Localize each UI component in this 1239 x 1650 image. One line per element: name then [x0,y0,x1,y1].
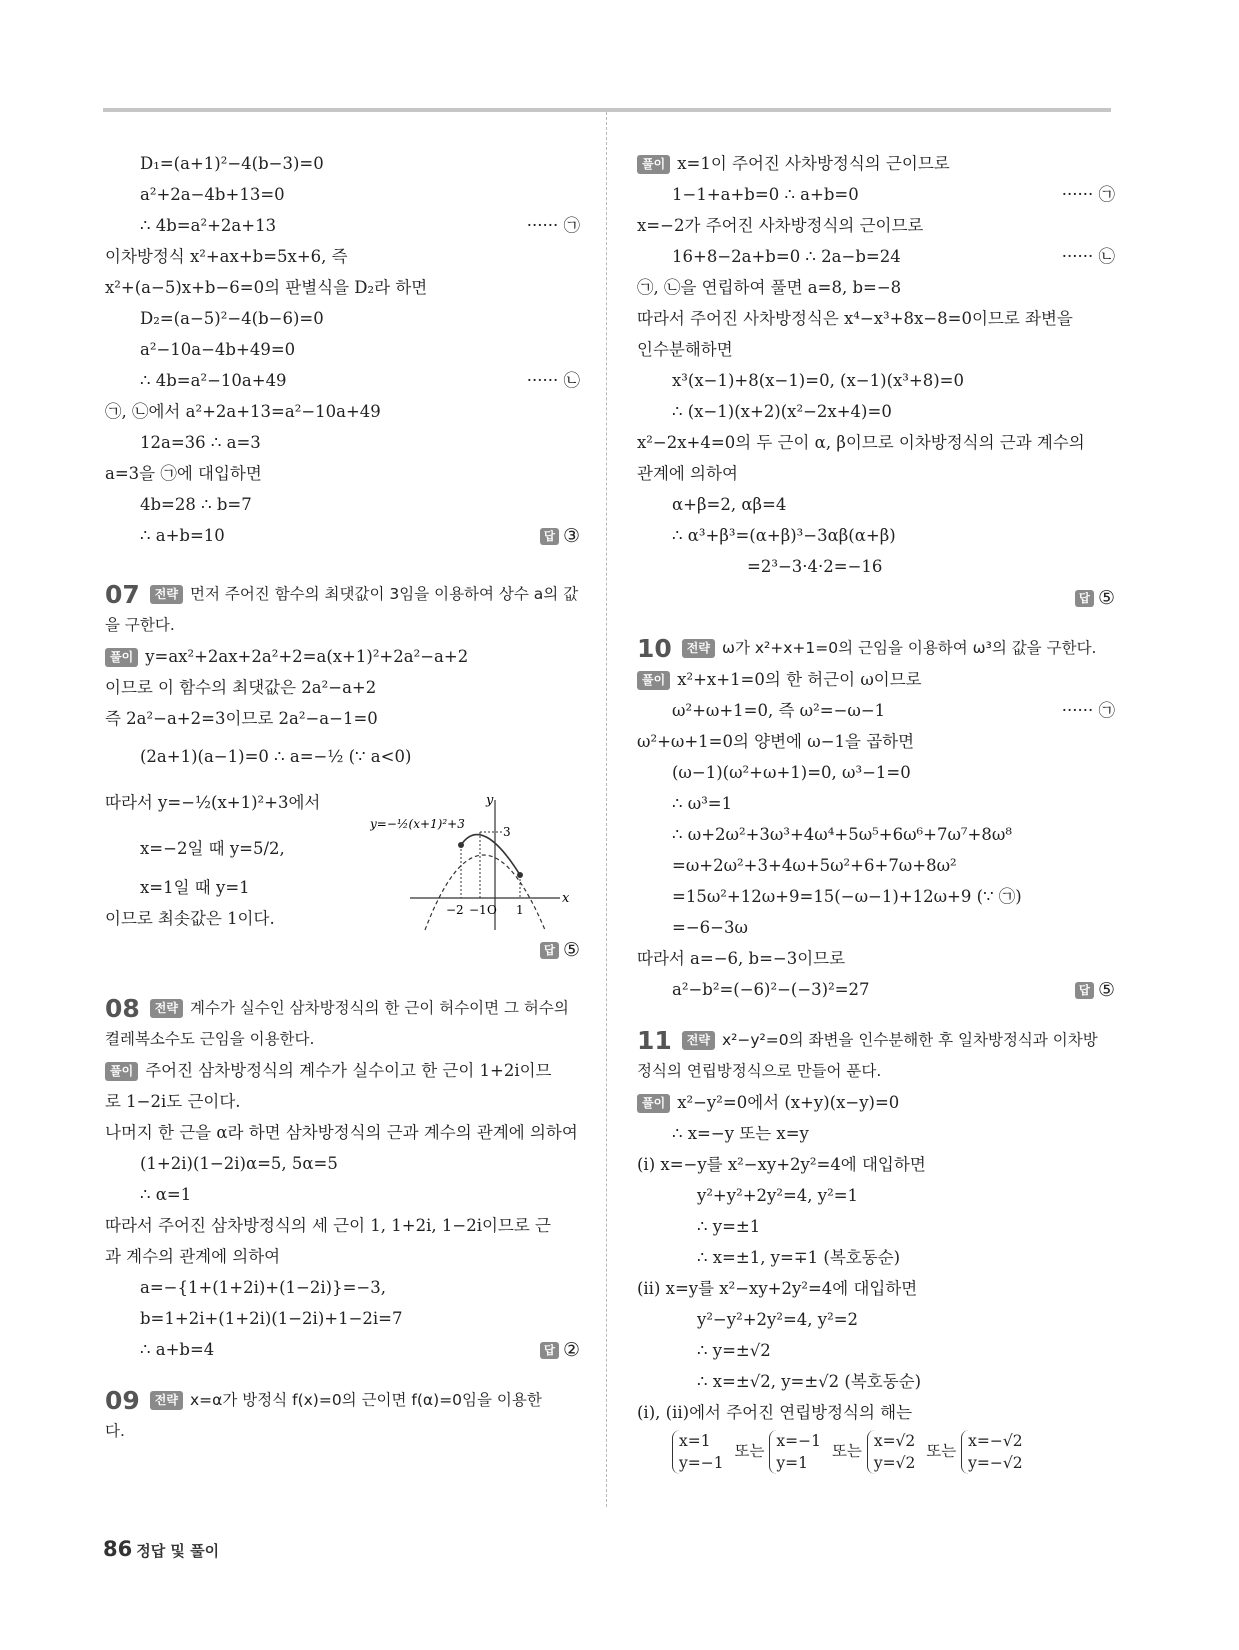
solution-line: 로 1−2i도 근이다. [105,1092,241,1111]
right-column [637,148,1115,1474]
solution-line: x²+(a−5)x+b−6=0의 판별식을 D₂라 하면 [105,278,428,297]
solution-line: 4b=28 ∴ b=7 [140,495,252,514]
tick-label: −2 [446,903,464,917]
solution-line: 풀이 x²−y²=0에서 (x+y)(x−y)=0 [637,1087,1115,1118]
solution-label: 풀이 [637,155,670,174]
strategy-line: 다. [105,1422,125,1440]
solution-line: x=−2일 때 y=5/2, [140,839,285,858]
answer-q07: 답 ⑤ [540,934,580,966]
origin-label: O [487,903,497,917]
strategy-label: 전략 [150,585,183,604]
page-number: 86 [103,1537,133,1561]
solution-line: 16+8−2a+b=0 ∴ 2a−b=24 ······ ㉡ [637,241,1115,272]
solution-line: 따라서 y=−½(x+1)²+3에서 [105,793,321,812]
solution-line: ㉠, ㉡을 연립하여 풀면 a=8, b=−8 [637,278,902,297]
answer-q10: 답 ⑤ [1075,974,1115,1006]
solution-line: x=1일 때 y=1 [140,878,250,897]
solution-line: y²+y²+2y²=4, y²=1 [697,1186,859,1205]
question-number: 09 [105,1386,140,1415]
question-08-strategy: 08 전략 계수가 실수인 삼차방정식의 한 근이 허수이면 그 허수의 [105,994,569,1023]
solution-label: 풀이 [637,671,670,690]
parabola-graph [370,790,580,935]
footer-title: 정답 및 풀이 [136,1542,220,1560]
solution-line: (2a+1)(a−1)=0 ∴ a=−½ (∵ a<0) [140,747,412,766]
equation-tag: ······ ㉠ [526,216,580,235]
solution-line: =2³−3·4·2=−16 [747,557,883,576]
solution-line: 따라서 a=−6, b=−3이므로 [637,949,846,968]
solution-line: x²−2x+4=0의 두 근이 α, β이므로 이차방정식의 근과 계수의 [637,433,1085,452]
solution-line: 1−1+a+b=0 ∴ a+b=0 ······ ㉠ [637,179,1115,210]
solution-line: =−6−3ω [672,918,748,937]
strategy-label: 전략 [682,1031,715,1050]
solution-line: a=3을 ㉠에 대입하면 [105,464,262,483]
answer-q09: 답 ⑤ [1075,582,1115,614]
strategy-line: 을 구한다. [105,616,175,634]
solution-line: y²−y²+2y²=4, y²=2 [697,1310,859,1329]
or-word: 또는 [831,1442,862,1460]
question-11-strategy: 11 전략 x²−y²=0의 좌변을 인수분해한 후 일차방정식과 이차방 [637,1026,1098,1055]
solution-line: ∴ ω+2ω²+3ω³+4ω⁴+5ω⁵+6ω⁶+7ω⁷+8ω⁸ [672,825,1012,844]
question-07-strategy: 07 전략 먼저 주어진 함수의 최댓값이 3임을 이용하여 상수 a의 값 [105,580,579,609]
solution-line: 풀이 y=ax²+2ax+2a²+2=a(x+1)²+2a²−a+2 [105,641,580,672]
solution-line: ∴ (x−1)(x+2)(x²−2x+4)=0 [672,402,892,421]
solution-line: 풀이 x=1이 주어진 사차방정식의 근이므로 [637,148,1115,179]
solution-line: a=−{1+(1+2i)+(1−2i)}=−3, [140,1278,386,1297]
equation-tag: ······ ㉡ [526,371,580,390]
solution-line: b=1+2i+(1+2i)(1−2i)+1−2i=7 [140,1309,403,1328]
solution-line: α+β=2, αβ=4 [672,495,787,514]
solution-system: x=−1 y=1 [769,1430,821,1474]
question-number: 08 [105,994,140,1023]
solution-line: ㉠, ㉡에서 a²+2a+13=a²−10a+49 [105,402,381,421]
question-09-strategy: 09 전략 x=α가 방정식 f(x)=0의 근이면 f(α)=0임을 이용한 [105,1386,542,1415]
solution-line: 12a=36 ∴ a=3 [140,433,261,452]
max-label: 3 [503,825,511,839]
solution-line: 풀이 x²+x+1=0의 한 허근이 ω이므로 [637,664,1115,695]
solution-line: ∴ x=±1, y=∓1 (복호동순) [697,1248,901,1267]
y-axis-label: y [486,793,494,808]
solution-line: 풀이 주어진 삼차방정식의 계수가 실수이고 한 근이 1+2i이므 [105,1055,580,1086]
solution-line: ∴ 4b=a²−10a+49 ······ ㉡ [105,365,580,396]
solution-line: ∴ a+b=10 답 ③ [105,520,580,551]
parabola-segment [461,835,520,875]
solution-line: 즉 2a²−a+2=3이므로 2a²−a−1=0 [105,709,378,728]
solution-label: 풀이 [105,1062,138,1081]
question-number: 07 [105,580,140,609]
solution-line: (ⅱ) x=y를 x²−xy+2y²=4에 대입하면 [637,1279,918,1298]
solution-label: 풀이 [105,648,138,667]
solution-system: x=1 y=−1 [672,1430,724,1474]
strategy-label: 전략 [682,639,715,658]
tick-label: 1 [516,903,524,917]
answer-q08: 답 ② [540,1334,580,1366]
solution-line: 따라서 주어진 사차방정식은 x⁴−x³+8x−8=0이므로 좌변을 [637,309,1073,328]
formula-label: y=−½(x+1)²+3 [370,817,465,831]
solution-line: ∴ α³+β³=(α+β)³−3αβ(α+β) [672,526,896,545]
solution-line: (ⅰ) x=−y를 x²−xy+2y²=4에 대입하면 [637,1155,926,1174]
column-divider [606,112,607,1507]
solution-line: ∴ a+b=4 답 ② [105,1334,580,1365]
solution-line: 이므로 최솟값은 1이다. [105,909,275,928]
solution-line: (ⅰ), (ⅱ)에서 주어진 연립방정식의 해는 [637,1403,913,1422]
strategy-label: 전략 [150,999,183,1018]
strategy-line: 켤레복소수도 근임을 이용한다. [105,1030,315,1048]
solution-line: x³(x−1)+8(x−1)=0, (x−1)(x³+8)=0 [672,371,965,390]
equation-tag: ······ ㉠ [1061,185,1115,204]
solution-line: ∴ y=±√2 [697,1341,771,1360]
solution-line: (1+2i)(1−2i)α=5, 5α=5 [140,1154,338,1173]
solution-line: a²−b²=(−6)²−(−3)²=27 답 ⑤ [637,974,1115,1005]
solution-systems [637,1428,1115,1474]
equation-tag: ······ ㉡ [1061,247,1115,266]
solution-label: 풀이 [637,1094,670,1113]
solution-line: ∴ x=±√2, y=±√2 (복호동순) [697,1372,922,1391]
solution-line: (ω−1)(ω²+ω+1)=0, ω³−1=0 [672,763,911,782]
solution-line: a²−10a−4b+49=0 [140,340,296,359]
page-footer [103,1537,219,1561]
solution-line: 이차방정식 x²+ax+b=5x+6, 즉 [105,247,348,266]
question-10-strategy: 10 전략 ω가 x²+x+1=0의 근임을 이용하여 ω³의 값을 구한다. [637,634,1097,663]
or-word: 또는 [926,1442,957,1460]
solution-line: ∴ 4b=a²+2a+13 ······ ㉠ [105,210,580,241]
parabola-curve [425,855,545,930]
solution-line: 과 계수의 관계에 의하여 [105,1247,281,1266]
solution-line: =ω+2ω²+3+4ω+5ω²+6+7ω+8ω² [672,856,957,875]
solution-line: a²+2a−4b+13=0 [140,185,285,204]
solution-line: D₁=(a+1)²−4(b−3)=0 [140,154,324,173]
tick-label: −1 [469,903,487,917]
equation-tag: ······ ㉠ [1061,701,1115,720]
solution-line: ∴ α=1 [140,1185,192,1204]
solution-line: D₂=(a−5)²−4(b−6)=0 [140,309,324,328]
solution-line: ∴ x=−y 또는 x=y [672,1124,809,1143]
question-number: 11 [637,1026,672,1055]
solution-line: ω²+ω+1=0, 즉 ω²=−ω−1 ······ ㉠ [637,695,1115,726]
solution-line: x=−2가 주어진 사차방정식의 근이므로 [637,216,924,235]
solution-system: x=−√2 y=−√2 [961,1430,1022,1474]
strategy-label: 전략 [150,1391,183,1410]
solution-line: ∴ y=±1 [697,1217,761,1236]
x-axis-label: x [562,891,570,906]
solution-line: ∴ ω³=1 [672,794,733,813]
answer-q06: 답 ③ [540,520,580,552]
solution-line: 인수분해하면 [637,340,733,359]
solution-line: ω²+ω+1=0의 양변에 ω−1을 곱하면 [637,732,915,751]
answer-q07-line [105,934,580,965]
solution-line: =15ω²+12ω+9=15(−ω−1)+12ω+9 (∵ ㉠) [672,887,1022,906]
answer-q09-line [637,582,1115,613]
or-word: 또는 [734,1442,765,1460]
solution-system: x=√2 y=√2 [867,1430,915,1474]
solution-line: 따라서 주어진 삼차방정식의 세 근이 1, 1+2i, 1−2i이므로 근 [105,1216,551,1235]
strategy-line: 정식의 연립방정식으로 만들어 푼다. [637,1062,882,1080]
solution-line: 나머지 한 근을 α라 하면 삼차방정식의 근과 계수의 관계에 의하여 [105,1123,578,1142]
top-rule [103,108,1111,112]
solution-line: 관계에 의하여 [637,464,738,483]
solution-line: 이므로 이 함수의 최댓값은 2a²−a+2 [105,678,377,697]
question-number: 10 [637,634,672,663]
